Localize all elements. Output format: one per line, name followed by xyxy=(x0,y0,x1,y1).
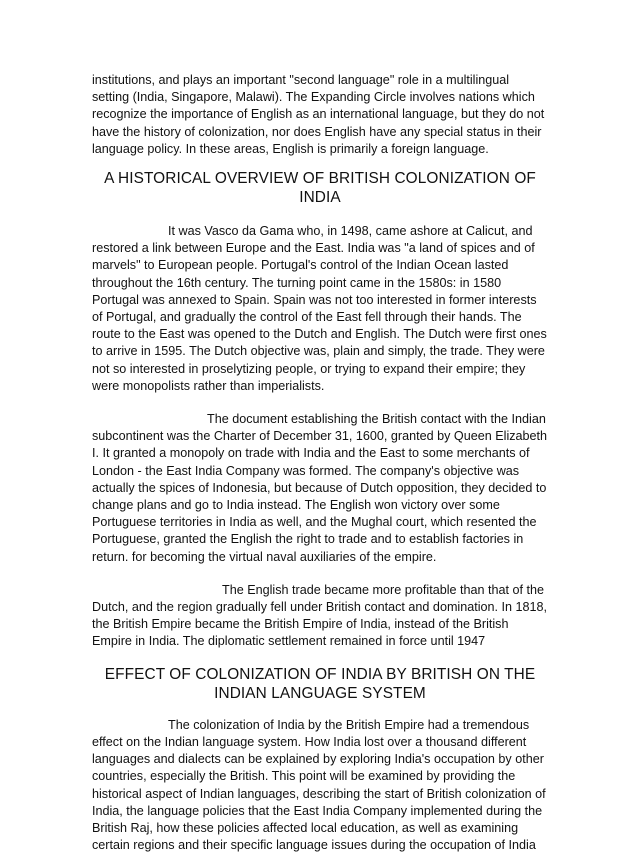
section-heading-effect-of-colonization: EFFECT OF COLONIZATION OF INDIA BY BRITISH ON THE INDIAN LANGUAGE SYSTEM xyxy=(104,665,536,702)
paragraph-english-trade: The English trade became more profitable than that of the Dutch, and the region gradually fell under British contact and domination. In 1818, the British Empire became the British Empire of India, instead of the British Empire in India. The diplomatic settlement remained in force until 1947 xyxy=(92,582,548,649)
section-heading-historical-overview: A HISTORICAL OVERVIEW OF BRITISH COLONIZATION OF INDIA xyxy=(104,170,536,207)
paragraph-language-system-effect: The colonization of India by the British Empire had a tremendous effect on the Indian language system. How India lost over a thousand different languages and dialects can be explained by exploring India's occupation by other countries, especially the British. This point will be examined by providing the historical aspect of Indian languages, describing the start of British colonization of India, the language policies that the East India Company implemented during the British Raj, how these policies affected local education, as well as examining certain regions and their specific language issues during the occupation of India xyxy=(92,717,546,853)
intro-paragraph: institutions, and plays an important "second language" role in a multilingual setting (India, Singapore, Malawi). The Expanding Circle involves nations which recognize the importance of English as an international language, but they do not have the history of colonization, nor does English have any special status in their language policy. In these areas, English is primarily a foreign language. xyxy=(92,73,545,156)
document-page xyxy=(92,72,548,854)
paragraph-vasco-da-gama: It was Vasco da Gama who, in 1498, came ashore at Calicut, and restored a link between Europe and the East. India was "a land of spices and of marvels" to European people. Portugal's control of the Indian Ocean lasted throughout the 16th century. The turning point came in the 1580s: in 1580 Portugal was annexed to Spain. Spain was not too interested in former interests of Portugal, and gradually the control of the East fell through their hands. The route to the East was opened to the Dutch and English. The Dutch were first ones to arrive in 1595. The Dutch objective was, plain and simply, the trade. They were not so interested in proselytizing people, or trying to expand their empire; they were monopolists rather than imperialists. xyxy=(92,224,547,393)
paragraph-east-india-company: The document establishing the British contact with the Indian subcontinent was the Charter of December 31, 1600, granted by Queen Elizabeth I. It granted a monopoly on trade with India and the East to some merchants of London - the East India Company was formed. The company's objective was actually the spices of Indonesia, but because of Dutch opposition, they decided to change plans and go to India instead. The English won victory over some Portuguese territories in India as well, and the Mughal court, which resented the Portuguese, granted the English the right to trade and to establish factories in return. for becoming the virtual naval auxiliaries of the empire. xyxy=(92,412,548,564)
